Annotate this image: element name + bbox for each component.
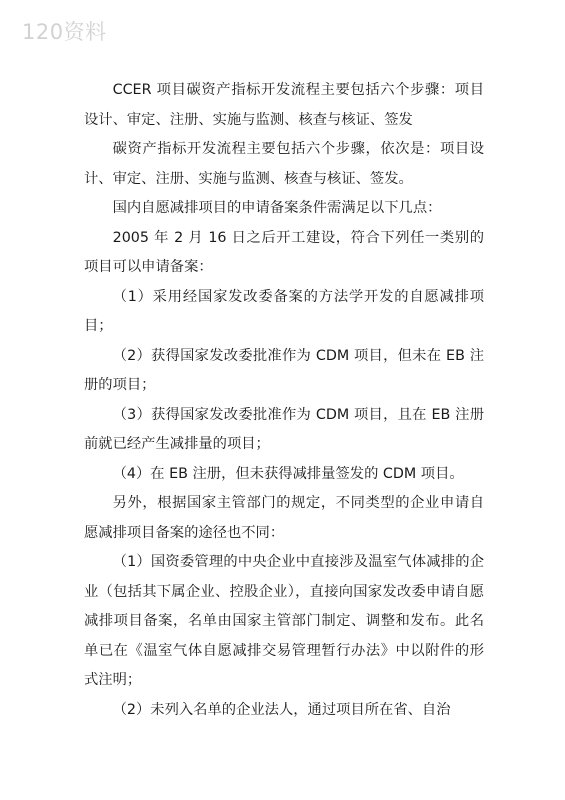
paragraph-enterprise-routes: 另外，根据国家主管部门的规定，不同类型的企业申请自愿减排项目备案的途径也不同： [84, 495, 484, 541]
paragraph-item-2: （2）获得国家发改委批准作为 CDM 项目，但未在 EB 注册的项目； [84, 347, 484, 393]
paragraph-route-2: （2）未列入名单的企业法人，通过项目所在省、自治 [112, 701, 451, 718]
watermark: 120资料 [22, 20, 107, 44]
paragraph-filing-conditions: 国内自愿减排项目的申请备案条件需满足以下几点： [112, 200, 442, 216]
document-body [84, 76, 484, 725]
paragraph-carbon-asset-steps: 碳资产指标开发流程主要包括六个步骤，依次是：项目设计、审定、注册、实施与监测、核查与核证、签发。 [84, 141, 484, 187]
paragraph-construction-date: 2005 年 2 月 16 日之后开工建设，符合下列任一类别的项目可以申请备案： [84, 229, 484, 275]
paragraph-item-1: （1）采用经国家发改委备案的方法学开发的自愿减排项目； [84, 288, 484, 334]
paragraph-item-4: （4）在 EB 注册，但未获得减排量签发的 CDM 项目。 [112, 465, 464, 482]
paragraph-item-3: （3）获得国家发改委批准作为 CDM 项目，且在 EB 注册前就已经产生减排量的项目； [84, 406, 484, 452]
paragraph-route-1: （1）国资委管理的中央企业中直接涉及温室气体减排的企业（包括其下属企业、控股企业），直接向国家发改委申请自愿减排项目备案，名单由国家主管部门制定、调整和发布。此名单已在《温室气体自愿减排交易管理暂行办法》中以附件的形式注明； [84, 554, 484, 688]
paragraph-ccer-steps: CCER 项目碳资产指标开发流程主要包括六个步骤：项目设计、审定、注册、实施与监测、核查与核证、签发 [84, 82, 484, 128]
